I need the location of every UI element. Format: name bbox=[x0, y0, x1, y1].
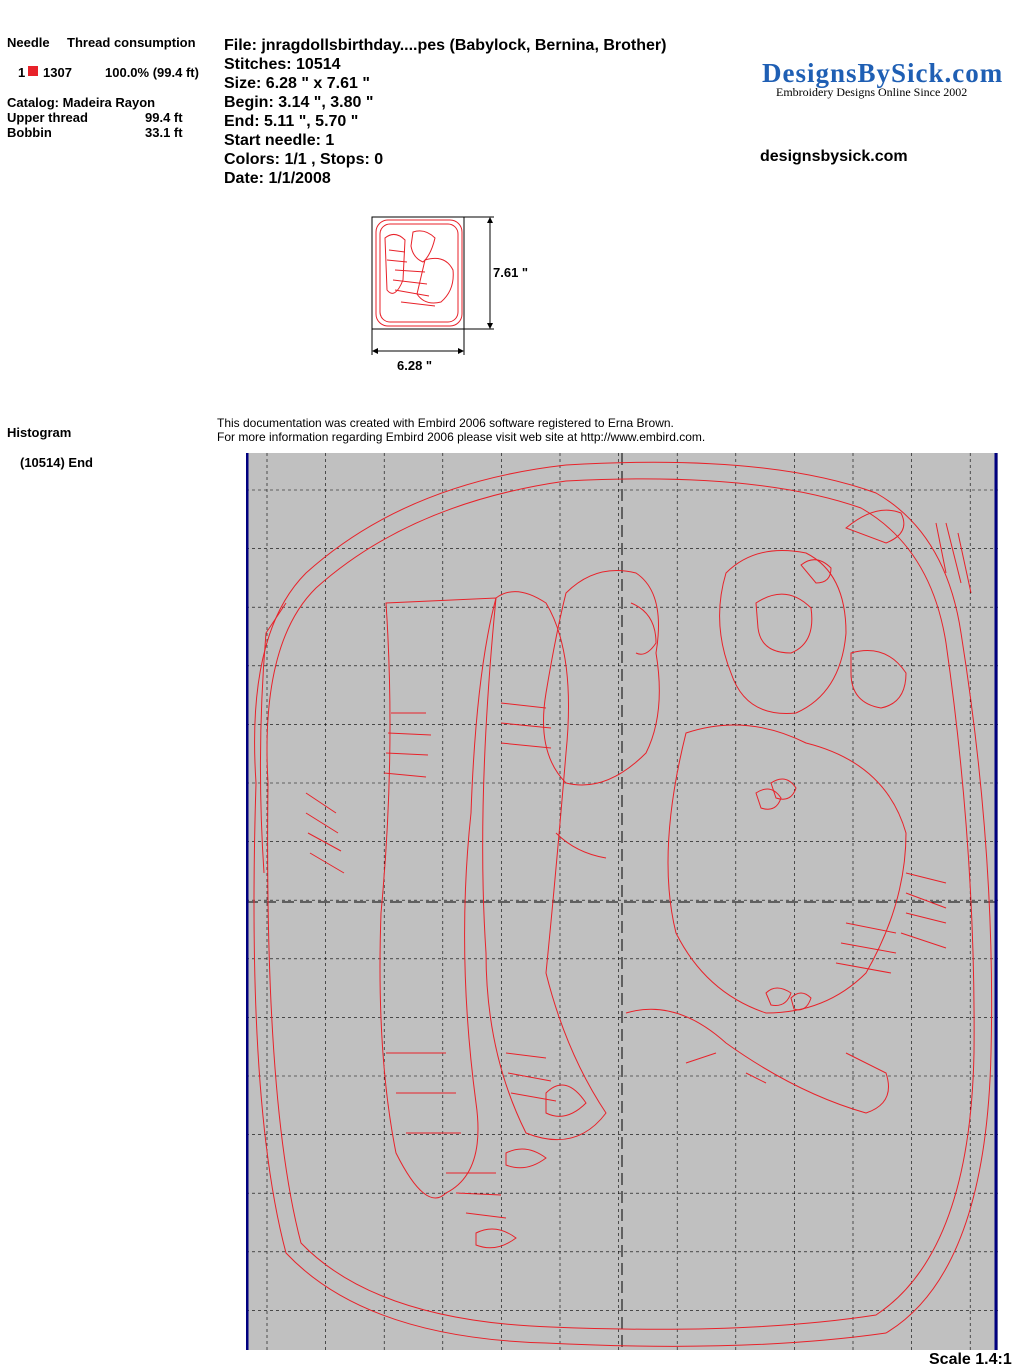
needle-header: Needle bbox=[7, 35, 50, 50]
logo-tagline: Embroidery Designs Online Since 2002 bbox=[776, 85, 968, 99]
design-info bbox=[224, 36, 666, 188]
needle-number: 1 bbox=[18, 65, 26, 80]
upper-thread-label: Upper thread bbox=[7, 110, 88, 125]
notice-line-1: This documentation was created with Embird 2006 software registered to Erna Brown. bbox=[217, 416, 674, 430]
brand-logo bbox=[762, 58, 1002, 100]
begin-coords: Begin: 3.14 ", 3.80 " bbox=[224, 94, 374, 111]
thread-consumption-header: Thread consumption bbox=[67, 35, 196, 50]
brand-site: designsbysick.com bbox=[760, 148, 908, 165]
histogram-entry: (10514) End bbox=[20, 455, 93, 470]
colors-stops: Colors: 1/1 , Stops: 0 bbox=[224, 151, 384, 168]
thread-code: 1307 bbox=[43, 65, 72, 80]
software-notice bbox=[217, 416, 705, 444]
stitch-preview bbox=[246, 453, 998, 1350]
bobbin-value: 33.1 ft bbox=[145, 125, 183, 140]
thread-color-swatch bbox=[28, 66, 38, 76]
notice-line-2: For more information regarding Embird 2006 please visit web site at http://www.embird.com. bbox=[217, 430, 706, 444]
scale-label: Scale 1.4:1 bbox=[929, 1351, 1012, 1368]
file-name: File: jnragdollsbirthday....pes (Babylock, Bernina, Brother) bbox=[224, 37, 667, 54]
design-size: Size: 6.28 " x 7.61 " bbox=[224, 75, 370, 92]
thumbnail-width-label: 6.28 " bbox=[397, 358, 433, 373]
start-needle: Start needle: 1 bbox=[224, 132, 335, 149]
logo-wordmark: DesignsBySick.com bbox=[762, 58, 1004, 88]
design-thumbnail bbox=[365, 210, 545, 380]
end-coords: End: 5.11 ", 5.70 " bbox=[224, 113, 359, 130]
catalog-label: Catalog: Madeira Rayon bbox=[7, 95, 156, 110]
stitch-count: Stitches: 10514 bbox=[224, 56, 341, 73]
design-date: Date: 1/1/2008 bbox=[224, 170, 331, 187]
thread-consumption-value: 100.0% (99.4 ft) bbox=[105, 65, 199, 80]
bobbin-label: Bobbin bbox=[7, 125, 52, 140]
thumbnail-height-label: 7.61 " bbox=[493, 265, 529, 280]
upper-thread-value: 99.4 ft bbox=[145, 110, 183, 125]
histogram-title: Histogram bbox=[7, 425, 72, 440]
